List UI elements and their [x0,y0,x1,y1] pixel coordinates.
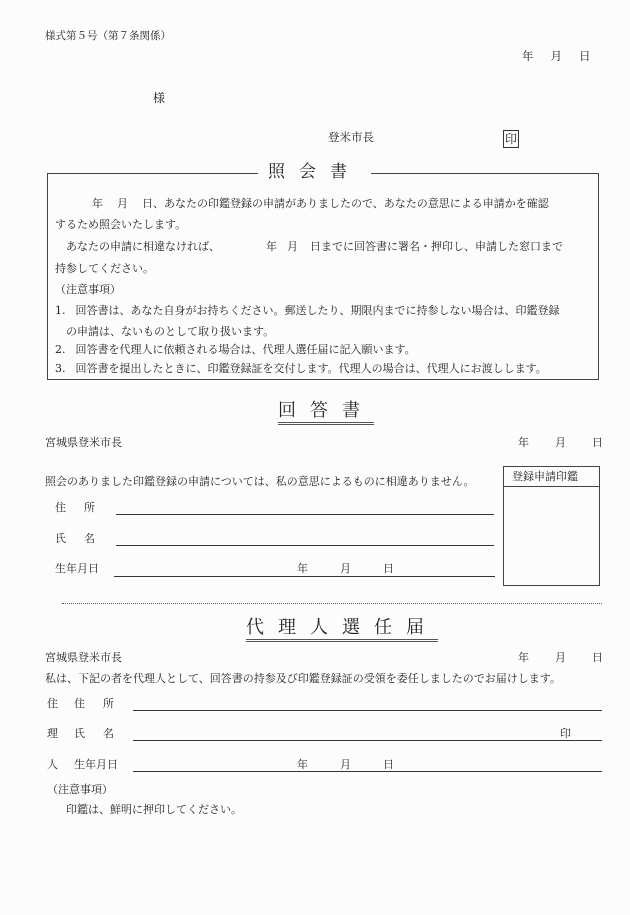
agent-statement: 私は、下記の者を代理人として、回答書の持参及び印鑑登録証の受領を委任しましたのでお届けします。 [45,672,561,685]
inquiry-note-1-cont [55,326,274,337]
addressee-suffix: 様 [153,91,166,105]
seal-mark: 印 [504,132,517,146]
note-text: 回答書を代理人に依頼される場合は、代理人選任届に記入願います。 [75,343,416,356]
inquiry-note-2 [55,344,416,355]
date-month: 月 [555,651,566,664]
date-day: 日 [592,651,603,664]
dob-day: 日 [383,562,394,575]
inquiry-paragraph2-line2: 持参してください。 [55,262,154,275]
form-number: 様式第５号（第７条関係） [45,30,171,42]
inquiry-paragraph1-line1 [55,198,549,209]
response-recipient: 宮城県登米市長 [45,436,122,449]
date-day: 日 [579,49,591,63]
agent-date [518,652,603,663]
dob-year: 年 [297,758,308,771]
agent-name-field[interactable] [133,740,602,741]
response-address-label: 住所 [55,501,113,514]
inquiry-paragraph1-line2: するため照会いたします。 [55,218,187,231]
dob-year: 年 [297,562,308,575]
inquiry-notes-heading: （注意事項） [55,283,121,296]
date-month: 月 [117,197,128,210]
response-statement: 照会のありました印鑑登録の申請については、私の意思によるものに相違ありません。 [45,475,475,488]
agent-address-label: 住所 [74,697,132,710]
agent-address-field[interactable] [133,710,602,711]
response-address-field[interactable] [116,514,494,515]
agent-notes-heading: （注意事項） [47,783,113,796]
registration-seal-box[interactable] [503,466,600,586]
date-day: 日 [592,436,603,449]
inquiry-paragraph2-line1 [55,241,563,252]
agent-name-label: 氏名 [74,727,132,740]
date-year: 年 [518,651,529,664]
agent-recipient: 宮城県登米市長 [45,651,122,664]
agent-dob-parts [297,759,426,770]
inquiry-note-3 [55,363,547,374]
date-year: 年 [266,240,277,253]
response-date [518,437,603,448]
note-text: の申請は、ないものとして取り扱います。 [66,325,275,338]
response-name-field[interactable] [116,545,494,546]
paragraph-text: までに回答書に署名・押印し、申請した窓口まで [321,240,563,253]
agent-dob-field[interactable] [133,771,602,772]
date-month: 月 [550,49,562,63]
cut-line-divider [62,603,602,604]
paragraph-text: 、あなたの印鑑登録の申請がありましたので、あなたの意思による申請かを確認 [153,197,549,210]
paragraph-text: あなたの申請に相違なければ、 [66,240,220,253]
date-month: 月 [555,436,566,449]
response-dob-parts [297,563,426,574]
date-day: 日 [142,197,153,210]
dob-day: 日 [383,758,394,771]
response-title: 回答書 [278,402,374,425]
agent-notes-body: 印鑑は、鮮明に押印してください。 [66,803,242,816]
inquiry-note-1 [55,305,560,316]
issue-date [522,51,591,63]
inquiry-title: 照会書 [258,164,371,181]
date-year: 年 [92,197,103,210]
note-text: 回答書は、あなた自身がお持ちください。郵送したり、期限内までに持参しない場合は、印鑑登録 [75,304,560,317]
response-dob-label: 生年月日 [55,562,99,575]
issuer-name: 登米市長 [328,130,374,144]
date-month: 月 [287,240,298,253]
dob-month: 月 [340,758,351,771]
note-number: 3. [55,362,66,375]
date-year: 年 [518,436,529,449]
response-name-label: 氏名 [55,532,113,545]
response-dob-field[interactable] [114,576,495,577]
agent-vertical-label-char: 理 [47,727,58,740]
agent-seal-mark: 印 [560,727,571,740]
note-number: 2. [55,343,66,356]
agent-dob-label: 生年月日 [74,758,118,771]
dob-month: 月 [340,562,351,575]
seal-box-label: 登録申請印鑑 [504,467,599,487]
date-year: 年 [522,49,534,63]
agent-vertical-label-char: 住 [47,697,58,710]
agent-vertical-label-char: 人 [47,758,58,771]
date-day: 日 [310,240,321,253]
agent-title: 代理人選任届 [246,619,438,642]
note-text: 回答書を提出したときに、印鑑登録証を交付します。代理人の場合は、代理人にお渡しします。 [75,362,547,375]
note-number: 1. [55,304,66,317]
